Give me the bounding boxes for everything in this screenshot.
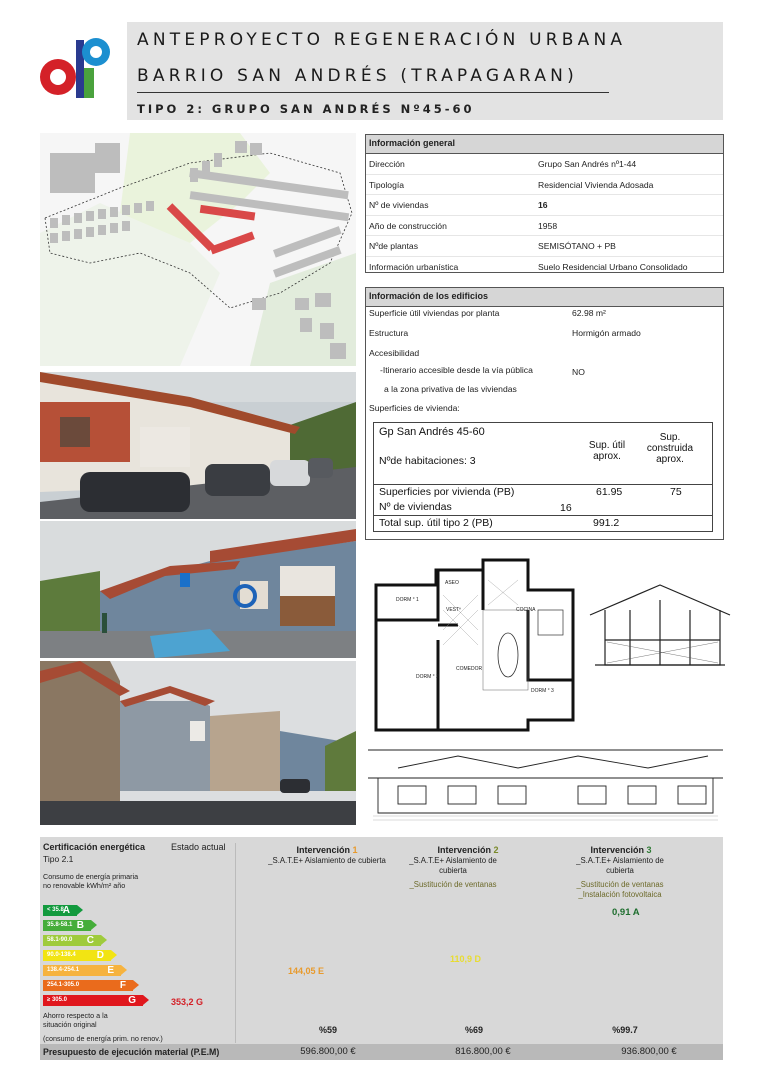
access-line-1: -Itinerario accesible desde la vía pública <box>380 365 533 375</box>
energy-scale-e: 138.4-254.1 E <box>43 965 121 976</box>
table-row <box>366 154 723 175</box>
plan-label-dorm2: DORM ° 2 <box>416 674 439 680</box>
intervention-3-title: Intervención 3 <box>590 845 652 855</box>
divider <box>374 515 712 516</box>
row-value: 16 <box>560 502 572 514</box>
header-band <box>127 22 723 120</box>
structure-label: Estructura <box>369 328 409 338</box>
intervention-2-desc-2: _Sustitución de ventanas <box>409 880 497 889</box>
row-label: Nºde plantas <box>369 241 419 252</box>
subtitle: TIPO 2: GRUPO SAN ANDRÉS Nº45-60 <box>137 102 475 116</box>
title-divider <box>137 92 609 93</box>
surface-value: 62.98 m² <box>572 308 606 318</box>
row-value: 1958 <box>538 220 558 231</box>
row-value: Grupo San Andrés nº1-44 <box>538 159 637 169</box>
row-value-built: 75 <box>670 486 682 498</box>
title-line-1: ANTEPROYECTO REGENERACIÓN URBANA <box>137 30 627 50</box>
intervention-1-value: 144,05 E <box>288 966 325 976</box>
plan-label-vestib: VESTº <box>446 607 461 613</box>
title-line-2: BARRIO SAN ANDRÉS (TRAPAGARAN) <box>137 66 578 86</box>
intervention-3-desc-3: _Instalación fotovoltaica <box>578 890 662 899</box>
savings-sub: (consumo de energía prim. no renov.) <box>43 1034 163 1043</box>
energy-scale-d: 90.0-138.4 D <box>43 950 111 961</box>
pem-value-2: 816.800,00 € <box>455 1046 511 1057</box>
areas-table <box>373 422 713 532</box>
elevation-drawing <box>368 738 723 828</box>
plan-label-cocina: COCINA <box>516 607 536 613</box>
intervention-3-saving: %99.7 <box>612 1025 638 1035</box>
site-map <box>40 133 356 366</box>
logo <box>38 32 114 102</box>
intervention-3-desc: _S.A.T.E+ Aislamiento de cubierta <box>576 856 664 875</box>
row-label: Nº de viviendas <box>369 200 429 211</box>
floor-plan <box>368 550 578 735</box>
section-drawing <box>585 570 735 680</box>
street-photo-1 <box>40 372 356 519</box>
general-info-table <box>365 134 724 273</box>
col-useful-header: Sup. útil aprox. <box>588 440 626 462</box>
divider <box>374 484 712 485</box>
row-value: 991.2 <box>593 517 620 529</box>
intervention-1-saving: %59 <box>318 1025 337 1035</box>
access-label: Accesibilidad <box>369 348 420 358</box>
energy-scale-g: ≥ 305.0 G <box>43 995 143 1006</box>
energy-scale-f: 254.1-305.0 F <box>43 980 133 991</box>
row-value: Suelo Residencial Urbano Consolidado <box>538 261 688 272</box>
current-energy-value: 353,2 G <box>171 997 204 1007</box>
row-value: Residencial Vivienda Adosada <box>538 179 654 190</box>
street-photo-2 <box>40 521 356 658</box>
plan-label-dorm3: DORM ° 3 <box>531 688 554 694</box>
pem-value-3: 936.800,00 € <box>621 1046 677 1057</box>
plan-label-dorm1: DORM ° 1 <box>396 597 419 603</box>
group-name: Gp San Andrés 45-60 <box>379 426 485 438</box>
energy-certification-panel <box>40 837 723 1060</box>
row-label: Nº de viviendas <box>379 501 452 513</box>
energy-desc: Consumo de energía primaria no renovable kWh/m² año <box>43 872 139 890</box>
intervention-2-desc: _S.A.T.E+ Aislamiento de cubierta <box>409 856 497 875</box>
energy-title: Certificación energética <box>43 842 146 852</box>
intervention-2-title: Intervención 2 <box>437 845 499 855</box>
energy-state: Estado actual <box>171 842 226 852</box>
intervention-1-desc: _S.A.T.E+ Aislamiento de cubierta <box>268 856 386 865</box>
structure-value: Hormigón armado <box>572 328 641 338</box>
pem-label: Presupuesto de ejecución material (P.E.M) <box>43 1047 220 1057</box>
energy-scale-b: 35.8-58.1 B <box>43 920 91 931</box>
table-row <box>366 195 723 216</box>
intervention-2-value: 110,9 D <box>450 954 482 964</box>
plan-label-aseo: ASEO <box>445 580 459 586</box>
energy-scale-c: 58.1-90.0 C <box>43 935 101 946</box>
row-label: Dirección <box>369 159 405 169</box>
savings-label: Ahorro respecto a la situación original <box>43 1011 108 1029</box>
col-built-header: Sup. construida aprox. <box>646 432 694 465</box>
pem-value-1: 596.800,00 € <box>300 1046 356 1057</box>
surface-label: Superficie útil viviendas por planta <box>369 308 500 318</box>
row-label: Tipología <box>369 179 405 190</box>
table-row <box>366 236 723 257</box>
row-value: SEMISÓTANO + PB <box>538 241 616 252</box>
energy-type: Tipo 2.1 <box>43 854 74 864</box>
intervention-3-desc-2: _Sustitución de ventanas <box>576 880 664 889</box>
row-value: 16 <box>538 200 548 211</box>
street-photo-3 <box>40 661 356 825</box>
areas-label: Superficies de vivienda: <box>369 403 460 413</box>
table-row <box>366 257 723 277</box>
intervention-2-saving: %69 <box>464 1025 483 1035</box>
row-label: Información urbanística <box>369 261 459 272</box>
pem-budget-bar <box>40 1044 723 1060</box>
energy-scale-a: < 35.8 A <box>43 905 77 916</box>
intervention-1-title: Intervención 1 <box>296 845 358 855</box>
row-label: Año de construcción <box>369 220 447 231</box>
buildings-info-title: Información de los edificios <box>366 288 723 307</box>
row-label: Total sup. útil tipo 2 (PB) <box>379 517 493 529</box>
access-value: NO <box>572 367 585 377</box>
row-value-useful: 61.95 <box>596 486 623 498</box>
table-row <box>366 175 723 196</box>
general-info-title: Información general <box>366 135 723 154</box>
plan-label-comedor: COMEDOR <box>456 666 483 672</box>
divider <box>235 843 236 1043</box>
access-line-2: a la zona privativa de las viviendas <box>384 384 517 394</box>
row-label: Superficies por vivienda (PB) <box>379 486 515 498</box>
rooms-count: Nºde habitaciones: 3 <box>379 455 476 467</box>
table-row <box>366 216 723 237</box>
intervention-3-value: 0,91 A <box>612 907 640 918</box>
